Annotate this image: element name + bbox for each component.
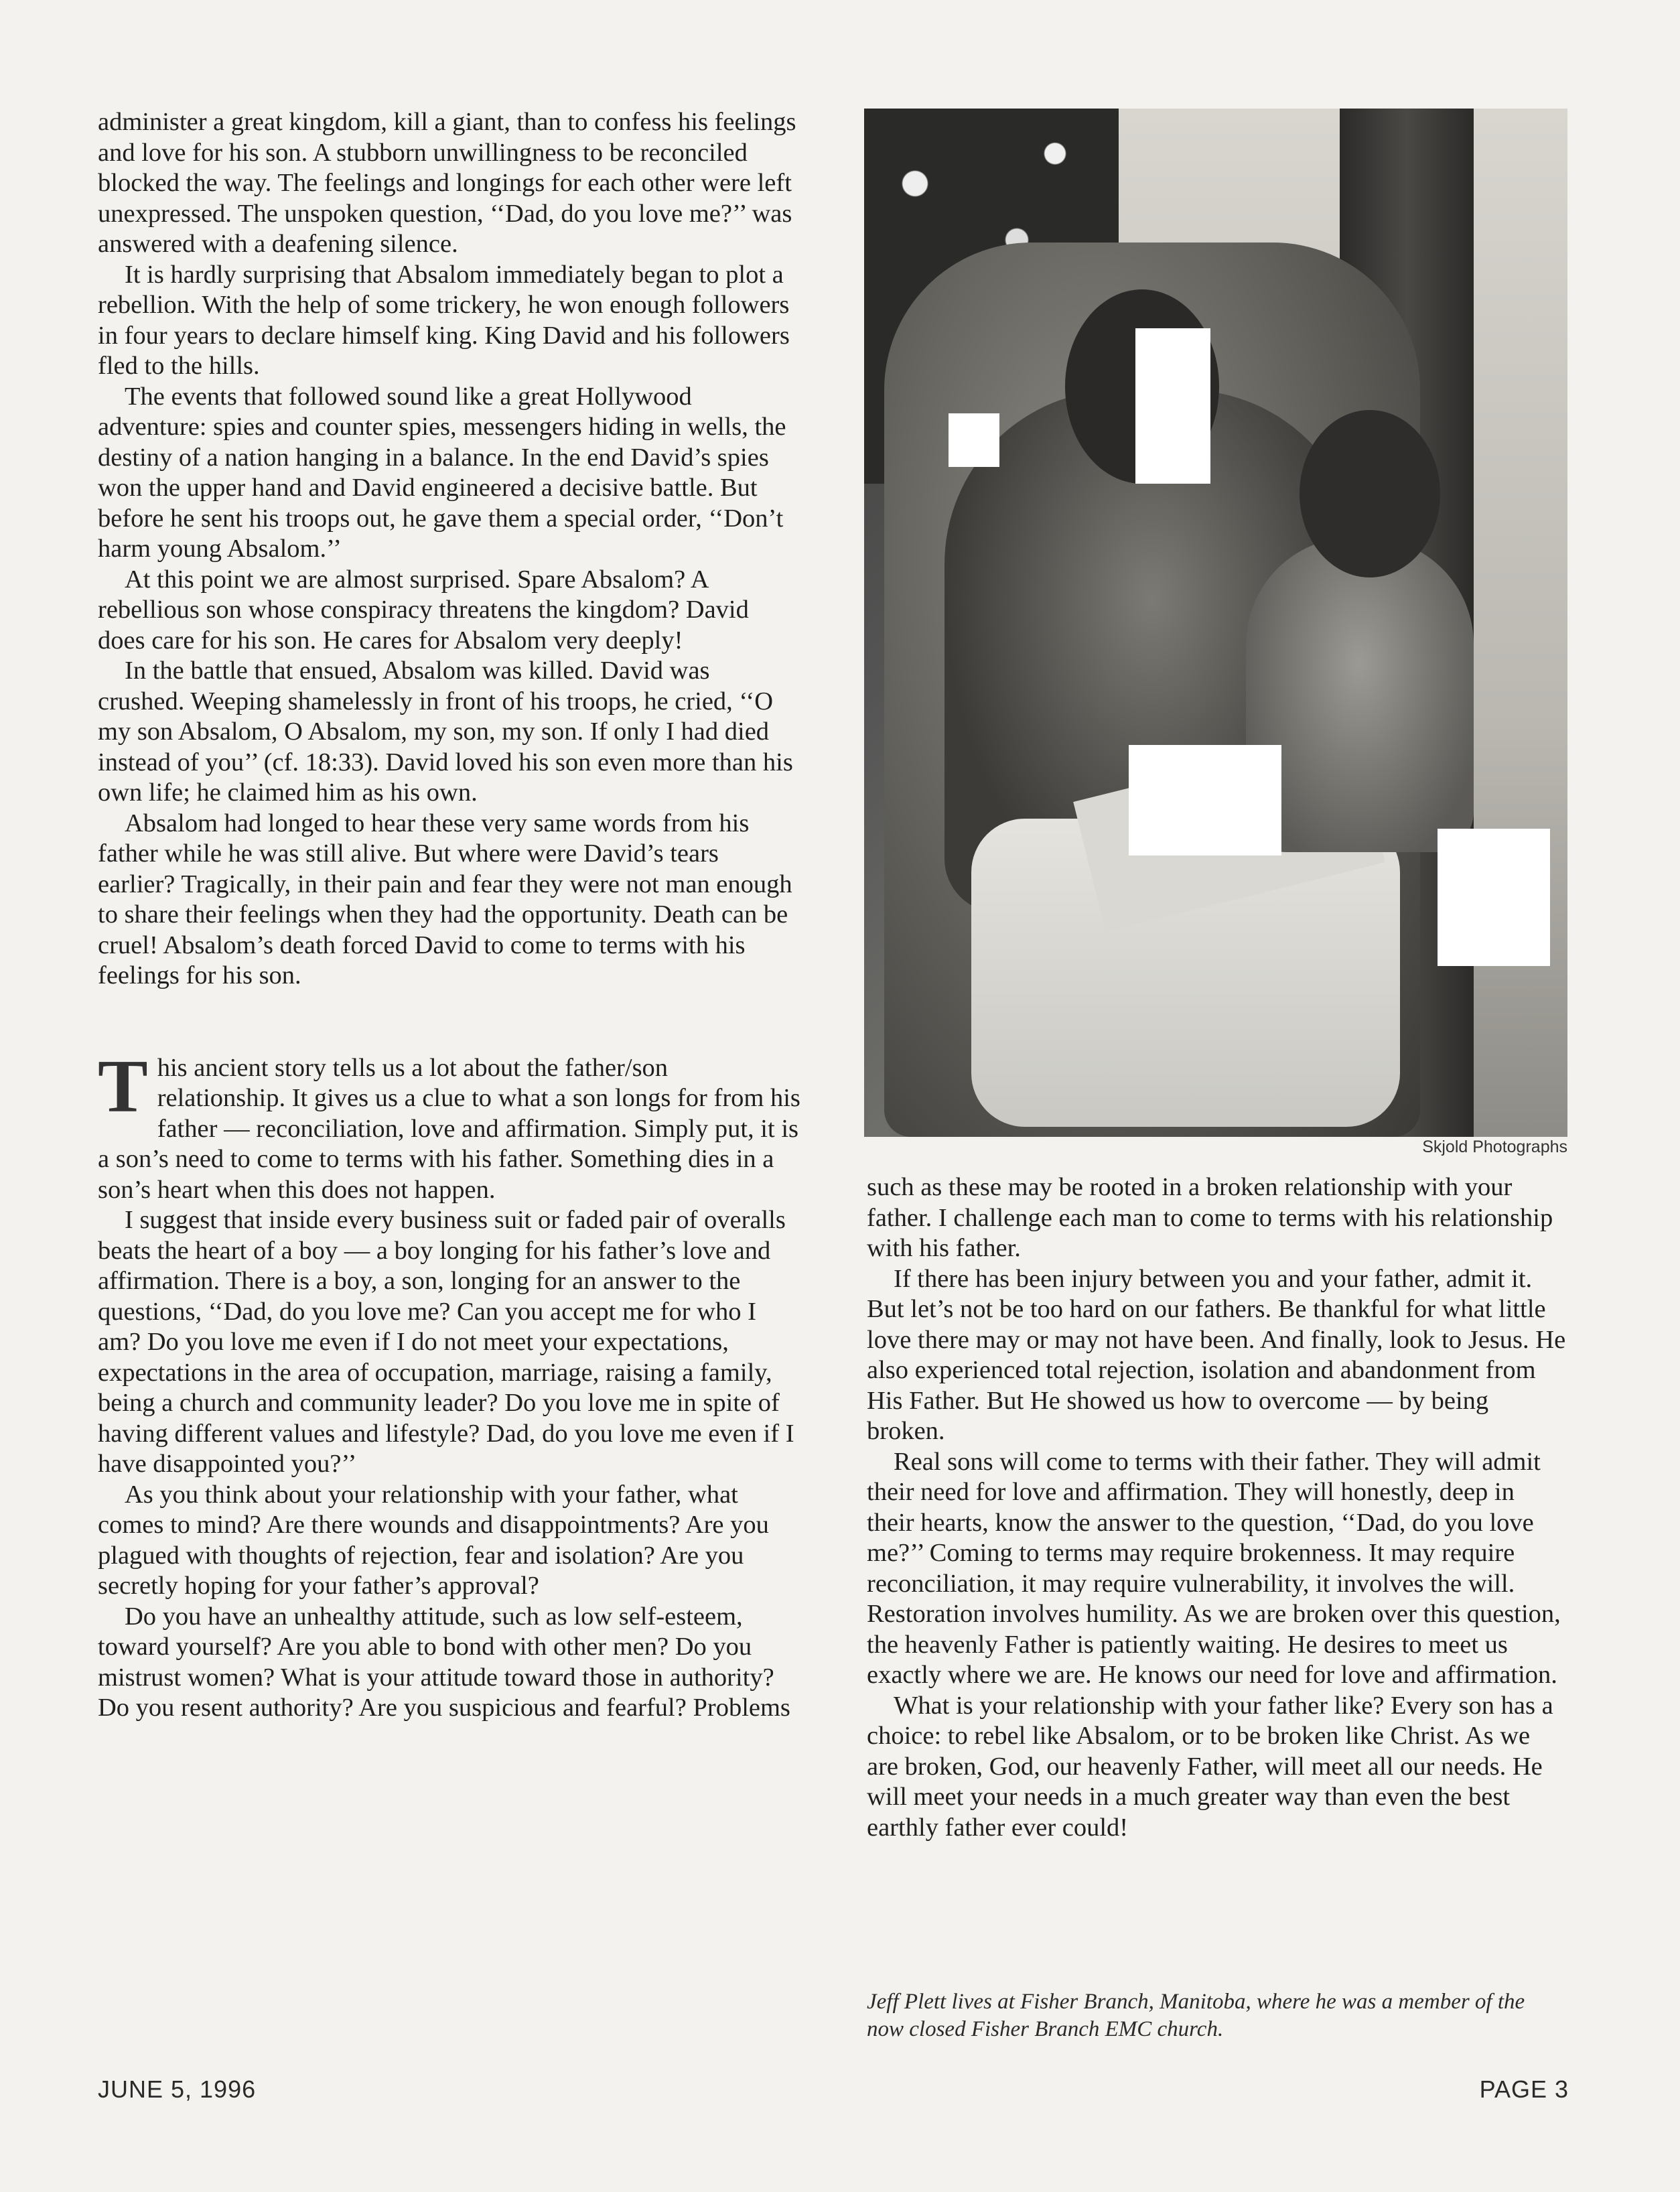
redaction-box xyxy=(1438,829,1550,966)
drop-cap: T xyxy=(98,1044,148,1128)
left-column xyxy=(98,107,801,2063)
body-paragraph: administer a great kingdom, kill a giant, than to confess his feelings and love for his son. A stubborn unwillingness to be reconciled blocked the way. The feelings and longings for each other were left unexpressed. The unspoken question, ‘‘Dad, do you love me?’’ was answered with a deafening silence. xyxy=(98,108,796,258)
redaction-box xyxy=(1135,328,1210,484)
body-paragraph: The events that followed sound like a great Hollywood adventure: spies and counter spies, messengers hiding in wells, the destiny of a nation hanging in a balance. In the end David’s spies won the upper hand and David engineered a decisive battle. But before he sent his troops out, he gave them a special order, ‘‘Don’t harm young Absalom.’’ xyxy=(98,382,786,563)
footer-page-number: PAGE 3 xyxy=(1479,2075,1569,2103)
body-paragraph: Absalom had longed to hear these very same words from his father while he was still alive. But where were David’s tears earlier? Tragically, in their pain and fear they were not man enough to share their feelings when they had the opportunity. Death can be cruel! Absalom’s death forced David to come to terms with his feelings for his son. xyxy=(98,809,792,989)
photo-credit: Skjold Photographs xyxy=(1422,1138,1567,1156)
body-paragraph: If there has been injury between you and your father, admit it. But let’s not be too hard on our fathers. Be thankful for what little love there may or may not have been. And finally, look to Jesus. He also experienced total rejection, isolation and abandonment from His Father. But He showed us how to overcome — by being broken. xyxy=(867,1264,1566,1445)
body-paragraph: At this point we are almost surprised. Spare Absalom? A rebellious son whose conspiracy threatens the kingdom? David does care for his son. He cares for Absalom very deeply! xyxy=(98,565,749,655)
redaction-box xyxy=(949,413,999,467)
body-paragraph: such as these may be rooted in a broken relationship with your father. I challenge each man to come to terms with his relationship with his father. xyxy=(867,1173,1553,1262)
body-paragraph: What is your relationship with your father like? Every son has a choice: to rebel like Absalom, or to be broken like Christ. As we are broken, God, our heavenly Father, will meet all our needs. He will meet your needs in a much greater way than even the best earthly father ever could! xyxy=(867,1691,1553,1842)
right-column xyxy=(867,1172,1567,2063)
body-paragraph: I suggest that inside every business suit or faded pair of overalls beats the heart of a boy — a boy longing for his father’s love and affirmation. There is a boy, a son, longing for an answer to the questions, ‘‘Dad, do you love me? Can you accept me for who I am? Do you love me even if I do not meet your expectations, expectations in the area of occupation, marriage, raising a family, being a church and community leader? Do you love me in spite of having different values and lifestyle? Dad, do you love me even if I have disappointed you?’’ xyxy=(98,1206,794,1478)
author-byline: Jeff Plett lives at Fisher Branch, Manitoba, where he was a member of the now closed Fisher Branch EMC church. xyxy=(867,1990,1525,2041)
body-paragraph: In the battle that ensued, Absalom was killed. David was crushed. Weeping shamelessly in front of his troops, he cried, ‘‘O my son Absalom, O Absalom, my son, my son. If only I had died instead of you’’ (cf. 18:33). David loved his son even more than his own life; he claimed him as his own. xyxy=(98,657,793,807)
body-paragraph: Real sons will come to terms with their father. They will admit their need for love and affirmation. They will honestly, deep in their hearts, know the answer to the question, ‘‘Dad, do you love me?’’ Coming to terms may require brokenness. It may require reconciliation, it may require vulnerability, it involves the will. Restoration involves humility. As we are broken over this question, the heavenly Father is patiently waiting. He desires to meet us exactly where we are. He knows our need for love and affirmation. xyxy=(867,1447,1561,1689)
father-son-photo xyxy=(864,109,1567,1137)
section-first-text: his ancient story tells us a lot about the father/son relationship. It gives us a clue to what a son longs for from his father — reconciliation, love and affirmation. Simply put, it is a son’s need to come to terms with his father. Something dies in a son’s heart when this does not happen. xyxy=(98,1053,800,1204)
body-paragraph: As you think about your relationship with your father, what comes to mind? Are there wounds and disappointments? Are you plagued with thoughts of rejection, fear and isolation? Are you secretly hoping for your father’s approval? xyxy=(98,1480,769,1600)
footer-date: JUNE 5, 1996 xyxy=(98,2075,257,2103)
redaction-box xyxy=(1129,745,1281,855)
section-first-paragraph xyxy=(98,1044,801,1206)
body-paragraph: Do you have an unhealthy attitude, such as low self-esteem, toward yourself? Are you able to bond with other men? Do you mistrust women? What is your attitude toward those in authority? Do you resent authority? Are you suspicious and fearful? Problems xyxy=(98,1602,790,1722)
body-paragraph: It is hardly surprising that Absalom immediately began to plot a rebellion. With the help of some trickery, he won enough followers in four years to declare himself king. King David and his followers fled to the hills. xyxy=(98,260,790,380)
